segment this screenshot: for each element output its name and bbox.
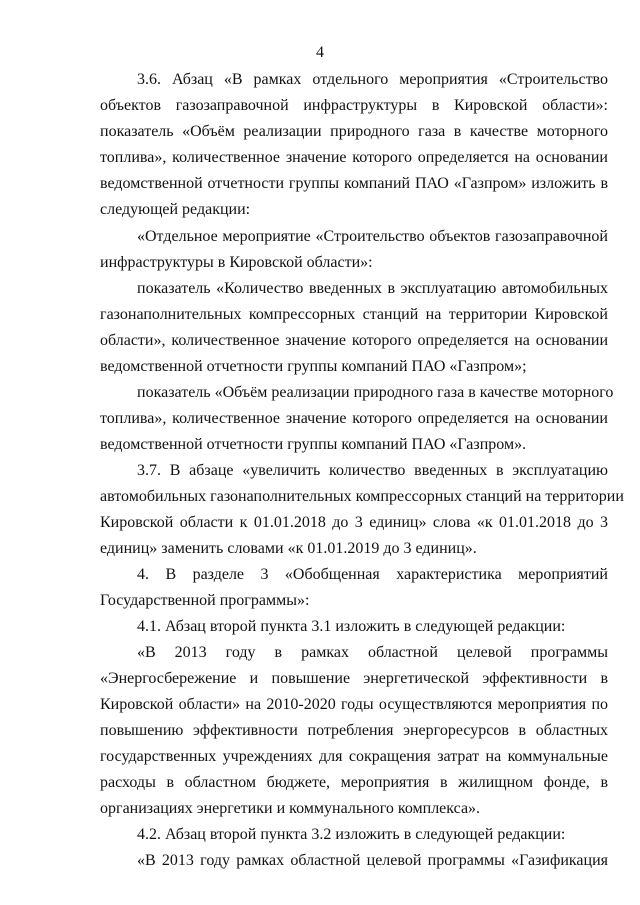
text-line: 3.6. Абзац «В рамках отдельного мероприятия «Строительство: [137, 71, 608, 88]
text-line: Государственной программы»:: [100, 592, 310, 609]
text-line: объектов газозаправочной инфраструктуры в Кировской области»:: [100, 97, 608, 114]
text-line: «В 2013 году рамках областной целевой программы «Газификация: [137, 852, 608, 869]
text-line: показатель «Объём реализации природного газа в качестве моторного: [100, 123, 608, 140]
text-line: 3.7. В абзаце «увеличить количество введенных в эксплуатацию: [137, 462, 608, 479]
text-line: «Энергосбережение и повышение энергетической эффективности в: [100, 670, 608, 687]
text-line: расходы в областном бюджете, мероприятия в жилищном фонде, в: [100, 774, 608, 791]
text-line: автомобильных газонаполнительных компрессорных станций на территории: [100, 488, 624, 505]
text-line: показатель «Объём реализации природного газа в качестве моторного: [137, 384, 614, 401]
text-line: повышению эффективности потребления энергоресурсов в областных: [100, 722, 608, 739]
text-line: Кировской области к 01.01.2018 до 3 единиц» слова «к 01.01.2018 до 3: [100, 514, 608, 531]
text-line: следующей редакции:: [100, 201, 251, 218]
text-line: топлива», количественное значение которого определяется на основании: [100, 149, 608, 166]
text-line: топлива», количественное значение которого определяется на основании: [100, 410, 608, 427]
text-line: Кировской области» на 2010-2020 годы осуществляются мероприятия по: [100, 696, 608, 713]
text-line: газонаполнительных компрессорных станций на территории Кировской: [100, 306, 608, 323]
text-line: ведомственной отчетности группы компаний ПАО «Газпром» изложить в: [100, 175, 608, 192]
text-line: 4. В разделе 3 «Обобщенная характеристика мероприятий: [137, 566, 608, 583]
text-line: «Отдельное мероприятие «Строительство объектов газозаправочной: [137, 228, 608, 245]
text-line: области», количественное значение которого определяется на основании: [100, 332, 608, 349]
text-line: 4.1. Абзац второй пункта 3.1 изложить в следующей редакции:: [137, 618, 566, 635]
text-line: единиц» заменить словами «к 01.01.2019 до 3 единиц».: [100, 540, 477, 557]
text-line: 4.2. Абзац второй пункта 3.2 изложить в следующей редакции:: [137, 826, 566, 843]
text-line: показатель «Количество введенных в эксплуатацию автомобильных: [137, 280, 608, 297]
text-line: ведомственной отчетности группы компаний ПАО «Газпром».: [100, 436, 527, 453]
text-line: инфраструктуры в Кировской области»:: [100, 254, 373, 271]
text-line: ведомственной отчетности группы компаний ПАО «Газпром»;: [100, 358, 527, 375]
text-line: организациях энергетики и коммунального комплекса».: [100, 800, 481, 817]
page-number: 4: [316, 44, 324, 61]
text-line: «В 2013 году в рамках областной целевой программы: [137, 644, 608, 661]
text-line: государственных учреждениях для сокращения затрат на коммунальные: [100, 748, 608, 765]
